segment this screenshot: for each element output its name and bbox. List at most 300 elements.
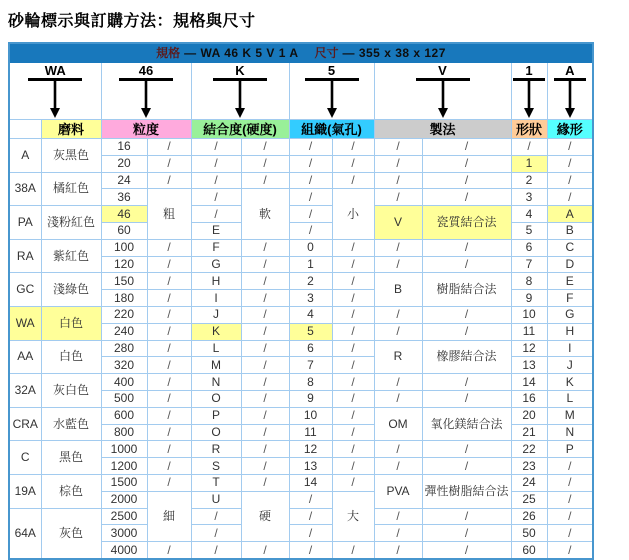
page-title: 砂輪標示與訂購方法：規格與尺寸 (8, 13, 256, 30)
structure-class-cell: / (332, 441, 374, 458)
grade-class-cell: / (241, 357, 289, 374)
spec-label: 規格 (156, 46, 181, 60)
shape-number-cell: 11 (511, 323, 547, 340)
structure-class-cell: / (332, 239, 374, 256)
grade-letter-cell: L (191, 340, 241, 357)
grade-letter-cell: / (191, 155, 241, 172)
structure-number-cell: 9 (289, 390, 332, 407)
bond-name-cell: / (422, 256, 511, 273)
structure-class-cell: / (332, 155, 374, 172)
abrasive-code-cell: A (9, 139, 41, 173)
spec-code-label: A (565, 63, 575, 78)
spec-size-bar (9, 43, 593, 63)
grade-letter-cell: J (191, 306, 241, 323)
structure-number-cell: 1 (289, 256, 332, 273)
abrasive-color-cell: 灰色 (41, 508, 101, 559)
grit-number-cell: 20 (101, 155, 147, 172)
abrasive-code-cell: CRA (9, 407, 41, 441)
structure-class-cell: / (332, 290, 374, 307)
spec-row (9, 239, 593, 256)
edge-shape-cell: / (547, 508, 593, 525)
shape-number-cell: 24 (511, 474, 547, 491)
structure-class-cell: 大 (332, 491, 374, 541)
shape-number-cell: 21 (511, 424, 547, 441)
shape-number-cell: 20 (511, 407, 547, 424)
grit-class-cell: / (147, 542, 191, 559)
structure-number-cell: / (289, 491, 332, 508)
grade-letter-cell: / (191, 542, 241, 559)
shape-number-cell: 2 (511, 172, 547, 189)
structure-number-cell: / (289, 206, 332, 223)
edge-shape-cell: I (547, 340, 593, 357)
grit-number-cell: 16 (101, 139, 147, 156)
shape-number-cell: / (511, 139, 547, 156)
structure-number-cell: / (289, 139, 332, 156)
shape-number-cell: 26 (511, 508, 547, 525)
bond-code-cell: OM (374, 407, 422, 441)
shape-number-cell: 6 (511, 239, 547, 256)
shape-number-cell: 9 (511, 290, 547, 307)
spec-code-label: V (438, 63, 447, 78)
grit-number-cell: 150 (101, 273, 147, 290)
structure-class-cell: / (332, 474, 374, 491)
structure-number-cell: 7 (289, 357, 332, 374)
column-header-緣形: 緣形 (547, 120, 593, 139)
abrasive-color-cell: 橘紅色 (41, 172, 101, 206)
grade-letter-cell: / (191, 139, 241, 156)
abrasive-color-cell: 紫紅色 (41, 239, 101, 273)
edge-shape-cell: / (547, 458, 593, 475)
spec-table-body (9, 139, 593, 559)
bond-name-cell: / (422, 458, 511, 475)
column-header-empty (9, 120, 41, 139)
bond-code-cell: / (374, 189, 422, 206)
edge-shape-cell: K (547, 374, 593, 391)
grade-letter-cell: K (191, 323, 241, 340)
bond-name-cell: / (422, 441, 511, 458)
grit-class-cell: / (147, 256, 191, 273)
grade-class-cell: / (241, 407, 289, 424)
structure-class-cell: / (332, 390, 374, 407)
grit-class-cell: / (147, 155, 191, 172)
bond-name-cell: 瓷質結合法 (422, 206, 511, 240)
edge-shape-cell: F (547, 290, 593, 307)
bond-code-cell: / (374, 525, 422, 542)
abrasive-code-cell: 32A (9, 374, 41, 408)
bond-code-cell: / (374, 172, 422, 189)
grit-number-cell: 36 (101, 189, 147, 206)
shape-number-cell: 1 (511, 155, 547, 172)
bond-code-cell: / (374, 256, 422, 273)
grit-class-cell: / (147, 323, 191, 340)
abrasive-code-cell: AA (9, 340, 41, 374)
edge-shape-cell: / (547, 525, 593, 542)
down-arrow-icon (118, 77, 174, 119)
spec-row (9, 273, 593, 290)
structure-number-cell: 11 (289, 424, 332, 441)
spec-row (9, 340, 593, 357)
grade-letter-cell: / (191, 206, 241, 223)
down-arrow-icon (415, 77, 471, 119)
structure-number-cell: 4 (289, 306, 332, 323)
shape-number-cell: 60 (511, 542, 547, 559)
column-header-製法: 製法 (374, 120, 511, 139)
grit-number-cell: 24 (101, 172, 147, 189)
bond-name-cell: / (422, 525, 511, 542)
grade-letter-cell: T (191, 474, 241, 491)
grit-class-cell: / (147, 390, 191, 407)
edge-shape-cell: / (547, 474, 593, 491)
grade-class-cell: / (241, 441, 289, 458)
spec-code-label: 46 (138, 63, 154, 78)
structure-class-cell: / (332, 139, 374, 156)
column-header-組織(氣孔): 組織(氣孔) (289, 120, 374, 139)
spec-row (9, 441, 593, 458)
edge-shape-cell: / (547, 139, 593, 156)
grit-class-cell: / (147, 407, 191, 424)
bond-code-cell: / (374, 239, 422, 256)
grit-class-cell: / (147, 239, 191, 256)
edge-shape-cell: B (547, 222, 593, 239)
edge-shape-cell: P (547, 441, 593, 458)
spec-code-46 (101, 63, 191, 120)
abrasive-color-cell: 水藍色 (41, 407, 101, 441)
grade-class-cell: / (241, 256, 289, 273)
grade-letter-cell: G (191, 256, 241, 273)
bond-name-cell: / (422, 139, 511, 156)
structure-number-cell: 10 (289, 407, 332, 424)
structure-number-cell: 14 (289, 474, 332, 491)
shape-number-cell: 3 (511, 189, 547, 206)
bond-name-cell: / (422, 542, 511, 559)
column-header-形狀: 形狀 (511, 120, 547, 139)
down-arrow-icon (212, 77, 268, 119)
grade-letter-cell: O (191, 390, 241, 407)
spec-code-V (374, 63, 511, 120)
grit-number-cell: 600 (101, 407, 147, 424)
grit-number-cell: 280 (101, 340, 147, 357)
edge-shape-cell: D (547, 256, 593, 273)
grit-class-cell: / (147, 441, 191, 458)
bond-name-cell: / (422, 172, 511, 189)
structure-class-cell: / (332, 357, 374, 374)
grade-letter-cell: N (191, 374, 241, 391)
grade-class-cell: 硬 (241, 491, 289, 541)
bond-code-cell: / (374, 374, 422, 391)
grade-class-cell: / (241, 290, 289, 307)
grit-number-cell: 100 (101, 239, 147, 256)
edge-shape-cell: H (547, 323, 593, 340)
bond-code-cell: / (374, 508, 422, 525)
abrasive-code-cell: C (9, 441, 41, 475)
structure-class-cell: 小 (332, 189, 374, 239)
bond-code-cell: / (374, 155, 422, 172)
structure-class-cell: / (332, 542, 374, 559)
bond-name-cell: / (422, 323, 511, 340)
arrow-row (9, 63, 593, 120)
bond-code-cell: / (374, 139, 422, 156)
grit-number-cell: 1000 (101, 441, 147, 458)
down-arrow-icon (512, 77, 546, 119)
grit-class-cell: / (147, 306, 191, 323)
grade-class-cell: / (241, 323, 289, 340)
spec-row (9, 474, 593, 491)
abrasive-code-cell: WA (9, 306, 41, 340)
structure-number-cell: 0 (289, 239, 332, 256)
spec-row (9, 407, 593, 424)
grit-number-cell: 4000 (101, 542, 147, 559)
grade-letter-cell: / (191, 508, 241, 525)
size-label: 尺寸 (314, 46, 339, 60)
bond-code-cell: / (374, 441, 422, 458)
spec-code-5 (289, 63, 374, 120)
shape-number-cell: 22 (511, 441, 547, 458)
structure-number-cell: / (289, 155, 332, 172)
edge-shape-cell: J (547, 357, 593, 374)
spec-code-1 (511, 63, 547, 120)
grade-letter-cell: / (191, 525, 241, 542)
grit-number-cell: 320 (101, 357, 147, 374)
bond-name-cell: / (422, 155, 511, 172)
bond-code-cell: V (374, 206, 422, 240)
category-header-row (9, 120, 593, 139)
shape-number-cell: 14 (511, 374, 547, 391)
grade-letter-cell: I (191, 290, 241, 307)
spec-table (8, 42, 594, 560)
abrasive-color-cell: 淺粉紅色 (41, 206, 101, 240)
grit-class-cell: / (147, 458, 191, 475)
abrasive-color-cell: 棕色 (41, 474, 101, 508)
shape-number-cell: 13 (511, 357, 547, 374)
bond-name-cell: 氧化鎂結合法 (422, 407, 511, 441)
spec-code-label: 5 (327, 63, 336, 78)
spec-code-label: 1 (525, 63, 533, 78)
grit-class-cell: / (147, 357, 191, 374)
bond-code-cell: R (374, 340, 422, 374)
grit-number-cell: 1200 (101, 458, 147, 475)
down-arrow-icon (27, 77, 83, 119)
bond-code-cell: / (374, 458, 422, 475)
shape-number-cell: 4 (511, 206, 547, 223)
edge-shape-cell: G (547, 306, 593, 323)
structure-number-cell: / (289, 542, 332, 559)
edge-shape-cell: / (547, 189, 593, 206)
grit-class-cell: / (147, 273, 191, 290)
shape-number-cell: 50 (511, 525, 547, 542)
grade-letter-cell: F (191, 239, 241, 256)
grade-letter-cell: / (191, 172, 241, 189)
abrasive-color-cell: 灰黑色 (41, 139, 101, 173)
edge-shape-cell: / (547, 491, 593, 508)
grade-letter-cell: O (191, 424, 241, 441)
grade-class-cell: / (241, 390, 289, 407)
bond-name-cell: 彈性樹脂結合法 (422, 474, 511, 508)
spec-code-label: K (235, 63, 245, 78)
structure-class-cell: / (332, 172, 374, 189)
spec-bar-row (9, 43, 593, 63)
spec-code-WA (9, 63, 101, 120)
grit-class-cell: 粗 (147, 189, 191, 239)
grade-class-cell: / (241, 155, 289, 172)
grade-class-cell: / (241, 306, 289, 323)
grade-class-cell: / (241, 273, 289, 290)
grade-class-cell: / (241, 340, 289, 357)
abrasive-color-cell: 白色 (41, 306, 101, 340)
bond-name-cell: 橡膠結合法 (422, 340, 511, 374)
shape-number-cell: 5 (511, 222, 547, 239)
grit-number-cell: 46 (101, 206, 147, 223)
bond-name-cell: / (422, 374, 511, 391)
grit-number-cell: 240 (101, 323, 147, 340)
spec-row (9, 306, 593, 323)
grade-letter-cell: S (191, 458, 241, 475)
bond-code-cell: / (374, 542, 422, 559)
spec-row (9, 172, 593, 189)
abrasive-color-cell: 灰白色 (41, 374, 101, 408)
abrasive-code-cell: RA (9, 239, 41, 273)
grade-letter-cell: M (191, 357, 241, 374)
bond-name-cell: / (422, 508, 511, 525)
grade-letter-cell: P (191, 407, 241, 424)
bond-name-cell: / (422, 189, 511, 206)
spec-value: — WA 46 K 5 V 1 A (184, 46, 299, 60)
structure-number-cell: 12 (289, 441, 332, 458)
column-header-磨料: 磨料 (41, 120, 101, 139)
edge-shape-cell: C (547, 239, 593, 256)
structure-class-cell: / (332, 374, 374, 391)
shape-number-cell: 12 (511, 340, 547, 357)
edge-shape-cell: L (547, 390, 593, 407)
structure-class-cell: / (332, 323, 374, 340)
grade-class-cell: / (241, 239, 289, 256)
grade-letter-cell: / (191, 189, 241, 206)
bond-code-cell: / (374, 323, 422, 340)
structure-number-cell: 6 (289, 340, 332, 357)
grade-class-cell: / (241, 139, 289, 156)
bond-code-cell: / (374, 306, 422, 323)
bond-name-cell: / (422, 390, 511, 407)
abrasive-code-cell: 19A (9, 474, 41, 508)
structure-class-cell: / (332, 458, 374, 475)
bond-name-cell: / (422, 306, 511, 323)
spec-code-A (547, 63, 593, 120)
structure-class-cell: / (332, 340, 374, 357)
shape-number-cell: 16 (511, 390, 547, 407)
grit-number-cell: 3000 (101, 525, 147, 542)
shape-number-cell: 10 (511, 306, 547, 323)
spec-row (9, 139, 593, 156)
grit-number-cell: 60 (101, 222, 147, 239)
structure-number-cell: 3 (289, 290, 332, 307)
edge-shape-cell: / (547, 172, 593, 189)
grade-class-cell: / (241, 374, 289, 391)
abrasive-color-cell: 黑色 (41, 441, 101, 475)
grit-class-cell: / (147, 172, 191, 189)
grade-class-cell: / (241, 458, 289, 475)
grit-number-cell: 220 (101, 306, 147, 323)
grit-class-cell: / (147, 139, 191, 156)
shape-number-cell: 23 (511, 458, 547, 475)
grade-letter-cell: E (191, 222, 241, 239)
grade-letter-cell: H (191, 273, 241, 290)
grit-number-cell: 1500 (101, 474, 147, 491)
structure-class-cell: / (332, 306, 374, 323)
grit-number-cell: 500 (101, 390, 147, 407)
abrasive-color-cell: 淺綠色 (41, 273, 101, 307)
edge-shape-cell: N (547, 424, 593, 441)
spec-row (9, 206, 593, 223)
edge-shape-cell: E (547, 273, 593, 290)
structure-number-cell: / (289, 222, 332, 239)
bond-code-cell: PVA (374, 474, 422, 508)
grade-letter-cell: U (191, 491, 241, 508)
shape-number-cell: 7 (511, 256, 547, 273)
grade-class-cell: / (241, 172, 289, 189)
grit-number-cell: 2000 (101, 491, 147, 508)
spec-row (9, 374, 593, 391)
spec-code-label: WA (44, 63, 66, 78)
structure-number-cell: / (289, 189, 332, 206)
structure-class-cell: / (332, 424, 374, 441)
structure-class-cell: / (332, 407, 374, 424)
grit-number-cell: 120 (101, 256, 147, 273)
structure-number-cell: / (289, 508, 332, 525)
size-value: — 355 x 38 x 127 (342, 46, 446, 60)
abrasive-color-cell: 白色 (41, 340, 101, 374)
shape-number-cell: 8 (511, 273, 547, 290)
down-arrow-icon (553, 77, 587, 119)
bond-code-cell: / (374, 390, 422, 407)
grit-number-cell: 2500 (101, 508, 147, 525)
grit-number-cell: 800 (101, 424, 147, 441)
abrasive-code-cell: 64A (9, 508, 41, 559)
structure-number-cell: 5 (289, 323, 332, 340)
column-header-粒度: 粒度 (101, 120, 191, 139)
edge-shape-cell: A (547, 206, 593, 223)
grit-class-cell: 細 (147, 491, 191, 541)
grade-class-cell: / (241, 424, 289, 441)
bond-code-cell: B (374, 273, 422, 307)
structure-class-cell: / (332, 256, 374, 273)
grit-class-cell: / (147, 424, 191, 441)
column-header-結合度(硬度): 結合度(硬度) (191, 120, 289, 139)
edge-shape-cell: M (547, 407, 593, 424)
structure-number-cell: 8 (289, 374, 332, 391)
grit-class-cell: / (147, 374, 191, 391)
abrasive-code-cell: GC (9, 273, 41, 307)
spec-row (9, 508, 593, 525)
grit-number-cell: 180 (101, 290, 147, 307)
structure-number-cell: 2 (289, 273, 332, 290)
structure-number-cell: 13 (289, 458, 332, 475)
bond-name-cell: / (422, 239, 511, 256)
abrasive-code-cell: 38A (9, 172, 41, 206)
grade-class-cell: 軟 (241, 189, 289, 239)
grit-number-cell: 400 (101, 374, 147, 391)
edge-shape-cell: / (547, 542, 593, 559)
grade-letter-cell: R (191, 441, 241, 458)
grit-class-cell: / (147, 474, 191, 491)
spec-code-K (191, 63, 289, 120)
grit-class-cell: / (147, 340, 191, 357)
grit-class-cell: / (147, 290, 191, 307)
bond-name-cell: 樹脂結合法 (422, 273, 511, 307)
structure-number-cell: / (289, 525, 332, 542)
shape-number-cell: 25 (511, 491, 547, 508)
structure-class-cell: / (332, 273, 374, 290)
grade-class-cell: / (241, 542, 289, 559)
abrasive-code-cell: PA (9, 206, 41, 240)
